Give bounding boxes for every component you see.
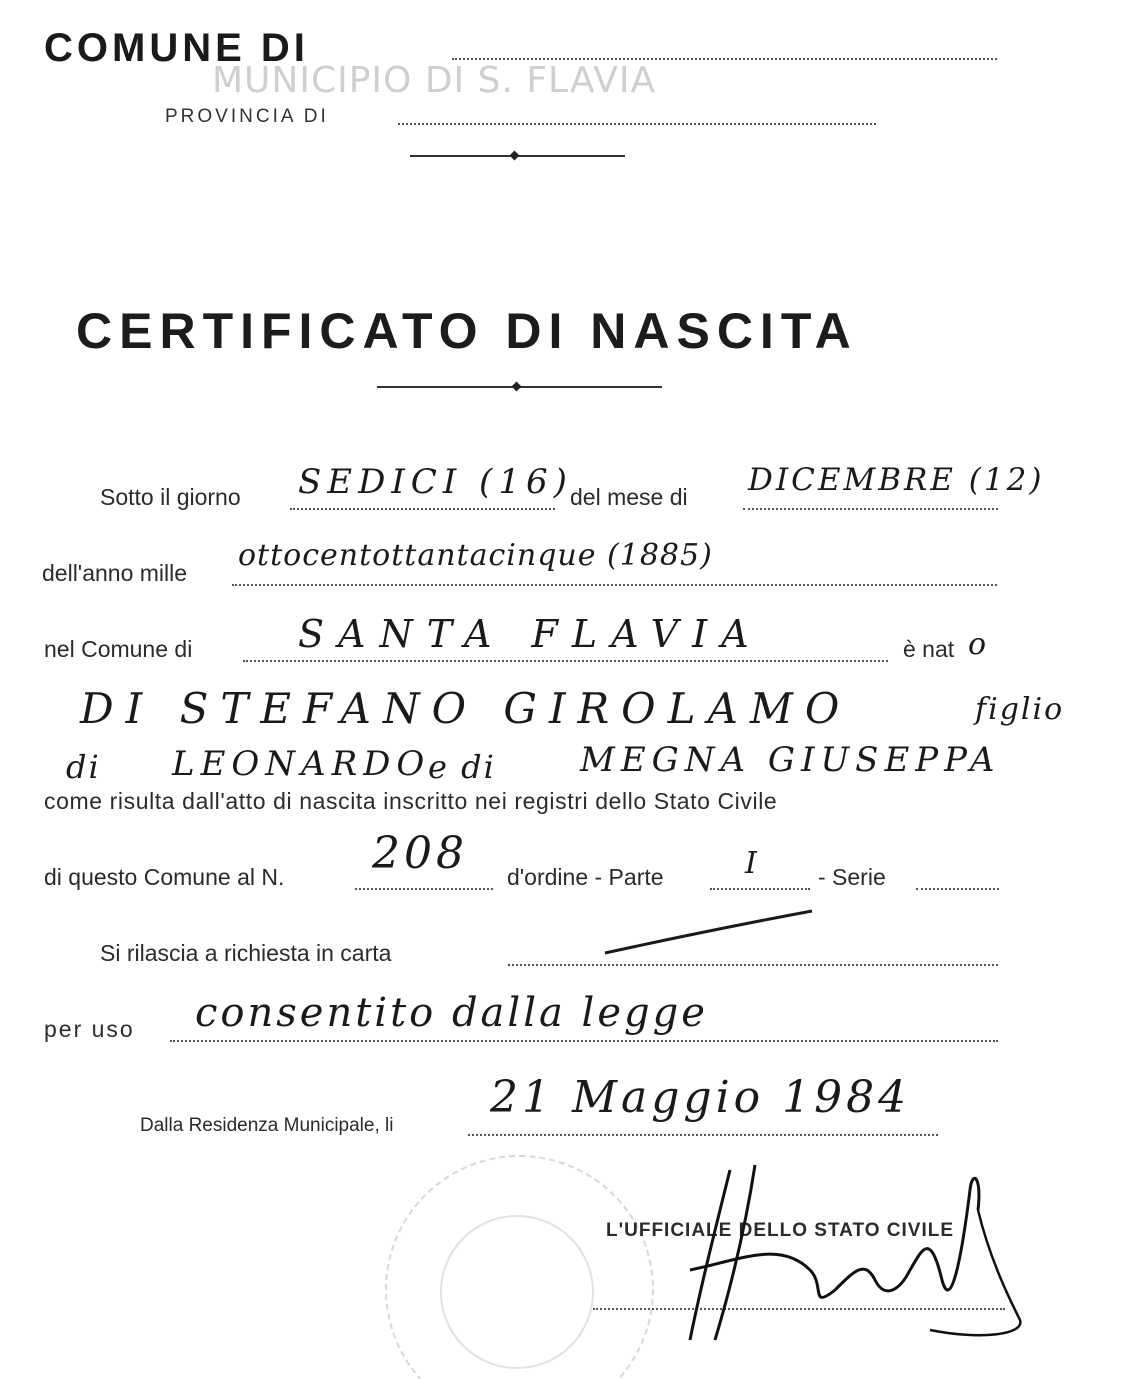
- municipal-seal-inner-ring: [440, 1215, 594, 1369]
- comune-di-dotted-line: [243, 660, 888, 662]
- uso-value: consentito dalla legge: [195, 990, 708, 1036]
- comune-di-value: SANTA FLAVIA: [298, 612, 763, 656]
- ordine-parte-label: d'ordine - Parte: [507, 864, 664, 890]
- giorno-dotted-line: [290, 508, 555, 510]
- mese-label: del mese di: [570, 484, 688, 510]
- di-word: di: [66, 748, 101, 786]
- municipal-stamp-text: MUNICIPIO DI S. FLAVIA: [212, 60, 657, 101]
- serie-dotted-line: [916, 888, 999, 890]
- mother-name: MEGNA GIUSEPPA: [580, 740, 1001, 780]
- anno-value: ottocentottantacinque (1885): [238, 538, 713, 573]
- data-dotted-line: [468, 1134, 938, 1136]
- serie-label: - Serie: [818, 864, 886, 890]
- rilascia-label: Si rilascia a richiesta in carta: [100, 940, 392, 966]
- mese-value: DICEMBRE (12): [748, 462, 1045, 498]
- numero-dotted-line: [355, 888, 493, 890]
- officer-label: L'UFFICIALE DELLO STATO CIVILE: [606, 1220, 955, 1241]
- e-di-words: e di: [428, 748, 496, 786]
- provincia-dotted-line: [398, 123, 876, 125]
- comune-di-label: nel Comune di: [44, 636, 193, 662]
- mese-dotted-line: [743, 508, 998, 510]
- parte-value: I: [745, 846, 757, 881]
- header-divider-diamond-icon: [510, 151, 520, 161]
- anno-label: dell'anno mille: [42, 560, 188, 586]
- comune-label: COMUNE DI: [44, 26, 309, 70]
- nato-label: è nat: [903, 636, 955, 662]
- risulta-text: come risulta dall'atto di nascita inscritto nei registri dello Stato Civile: [44, 788, 778, 814]
- carta-dash-stroke: [600, 905, 815, 960]
- certificate-title: CERTIFICATO DI NASCITA: [76, 303, 858, 359]
- parte-dotted-line: [710, 888, 810, 890]
- father-name: LEONARDO: [172, 744, 431, 784]
- data-value: 21 Maggio 1984: [490, 1072, 911, 1123]
- officer-signature: [660, 1150, 1030, 1350]
- title-divider-diamond-icon: [512, 382, 522, 392]
- uso-label: per uso: [44, 1016, 135, 1042]
- uso-dotted-line: [170, 1040, 998, 1042]
- anno-dotted-line: [232, 584, 997, 586]
- residenza-label: Dalla Residenza Municipale, li: [140, 1115, 394, 1136]
- giorno-label: Sotto il giorno: [100, 484, 241, 510]
- child-name: DI STEFANO GIROLAMO: [80, 684, 852, 733]
- figlio-word: figlio: [975, 692, 1065, 727]
- giorno-value: SEDICI (16): [298, 462, 573, 502]
- provincia-label: PROVINCIA DI: [165, 106, 329, 127]
- carta-dotted-line: [508, 964, 998, 966]
- numero-value: 208: [372, 828, 468, 879]
- nato-suffix: o: [968, 627, 987, 662]
- questo-comune-label: di questo Comune al N.: [44, 864, 285, 890]
